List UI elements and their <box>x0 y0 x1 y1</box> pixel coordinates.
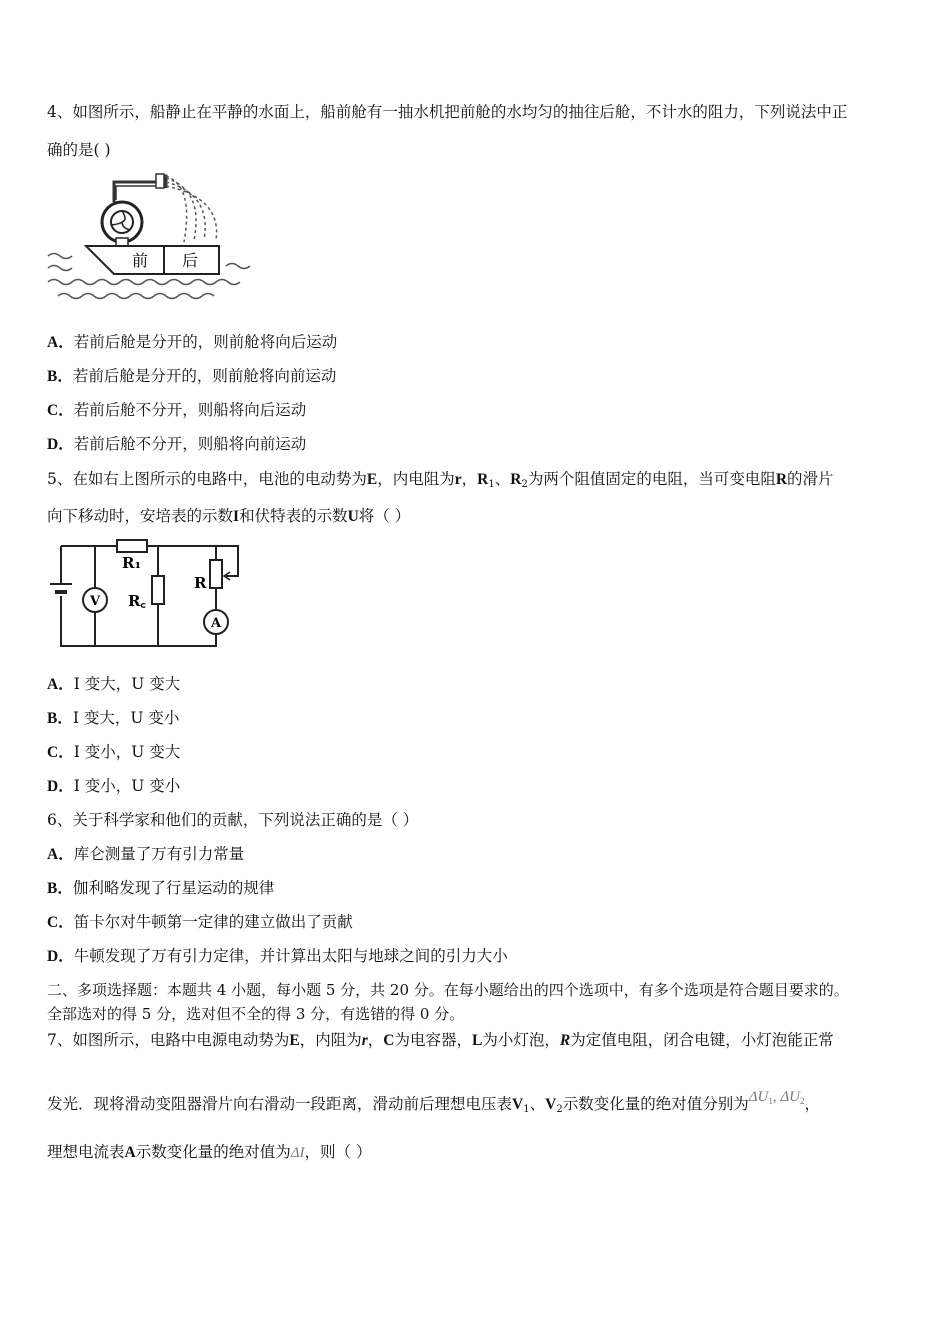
front-compartment-label: 前 <box>132 251 149 270</box>
q4-option-b: B．若前后舱是分开的，则前舱将向前运动 <box>47 367 337 385</box>
q6-option-c: C．笛卡尔对牛顿第一定律的建立做出了贡献 <box>47 913 353 931</box>
q7-stem-line3: 理想电流表A示数变化量的绝对值为ΔI，则（ ） <box>47 1143 372 1161</box>
boat-pump-figure <box>44 170 259 305</box>
q5-option-a: A．I 变大，U 变大 <box>47 675 181 693</box>
ammeter-label: A <box>211 616 222 631</box>
q5-stem-line2: 向下移动时，安培表的示数I和伏特表的示数U将（ ） <box>47 507 411 525</box>
q7-stem-line1: 7、如图所示，电路中电源电动势为E，内阻为r，C为电容器，L为小灯泡，R为定值电阻，闭合电键，小灯泡能正常 <box>47 1031 834 1049</box>
q5-stem-line1: 5、在如右上图所示的电路中，电池的电动势为E，内电阻为r，$R_1$、$R_2$为两个阻值固定的电阻，当可变电阻R的滑片 <box>47 470 834 490</box>
r-label: R <box>194 574 207 592</box>
delta-i-expression: ΔI <box>290 1145 305 1161</box>
r2-label: R꜀ <box>128 592 146 610</box>
section2-instructions-line2: 全部选对的得 5 分，选对但不全的得 3 分，有选错的得 0 分。 <box>47 1005 465 1023</box>
q5-option-d: D．I 变小，U 变小 <box>47 777 181 795</box>
q6-option-b: B．伽利略发现了行星运动的规律 <box>47 879 275 897</box>
q6-option-d: D．牛顿发现了万有引力定律，并计算出太阳与地球之间的引力大小 <box>47 947 508 965</box>
q4-option-d: D．若前后舱不分开，则船将向前运动 <box>47 435 307 453</box>
delta-u-expression: $\Delta U_1$, $\Delta U_2$ <box>748 1089 805 1106</box>
q7-stem-line2: 发光．现将滑动变阻器滑片向右滑动一段距离，滑动前后理想电压表$V_1$、$V_2$示数变化量的绝对值分别为$\Delta U_1$, $\Delta U_2$， <box>47 1089 820 1115</box>
q4-option-c: C．若前后舱不分开，则船将向后运动 <box>47 401 307 419</box>
q4-stem-line2: 确的是( ) <box>47 141 111 159</box>
back-compartment-label: 后 <box>182 251 199 270</box>
q4-option-a: A．若前后舱是分开的，则前舱将向后运动 <box>47 333 338 351</box>
section2-instructions-line1: 二、多项选择题：本题共 4 小题，每小题 5 分，共 20 分。在每小题给出的四个选项中，有多个选项是符合题目要求的。 <box>47 981 849 999</box>
voltmeter-label: V <box>90 594 101 609</box>
q5-circuit-figure <box>44 536 244 651</box>
r1-label: R₁ <box>122 554 142 572</box>
q4-stem-line1: 4、如图所示，船静止在平静的水面上，船前舱有一抽水机把前舱的水均匀的抽往后舱，不计水的阻力，下列说法中正 <box>47 103 848 121</box>
q5-option-c: C．I 变小，U 变大 <box>47 743 181 761</box>
q6-option-a: A．库仑测量了万有引力常量 <box>47 845 245 863</box>
q5-option-b: B．I 变大，U 变小 <box>47 709 180 727</box>
q6-stem: 6、关于科学家和他们的贡献，下列说法正确的是（ ） <box>47 811 419 829</box>
